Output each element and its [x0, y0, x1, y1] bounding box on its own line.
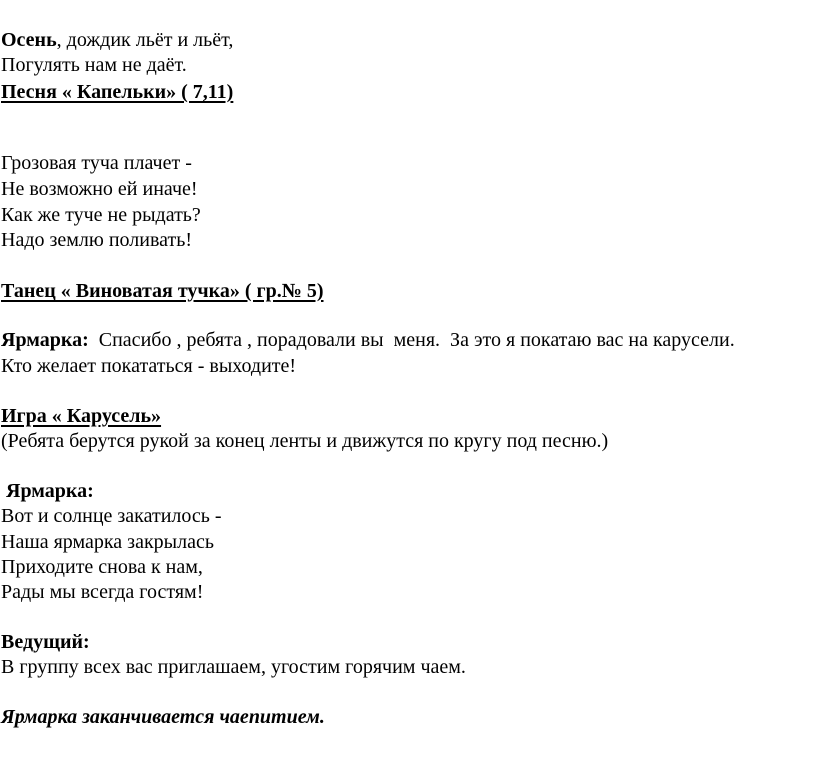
song-heading: Песня « Капельки» ( 7,11): [1, 81, 234, 103]
ending-note: Ярмарка заканчивается чаепитием.: [1, 706, 325, 728]
verse2-line1: Грозовая туча плачет -: [1, 152, 192, 174]
verse2-line4: Надо землю поливать!: [1, 229, 193, 251]
game-heading: Игра « Карусель»: [1, 405, 162, 427]
speaker-fair: Ярмарка:: [1, 329, 89, 351]
host-speech-text: В группу всех вас приглашаем, угостим горячим чаем.: [1, 656, 466, 678]
speaker-host: Ведущий:: [1, 631, 90, 653]
dance-heading: Танец « Виноватая тучка» ( гр.№ 5): [1, 280, 324, 302]
fair-speech2-line1: Вот и солнце закатилось -: [1, 505, 222, 527]
fair-speech2-line3: Приходите снова к нам,: [1, 556, 203, 578]
game-note: (Ребята берутся рукой за конец ленты и движутся по кругу под песню.): [1, 430, 609, 452]
verse1-line1: [1, 27, 233, 53]
fair-speech2-line2: Наша ярмарка закрылась: [1, 531, 214, 553]
fair-speech2-line4: Рады мы всегда гостям!: [1, 581, 204, 603]
fair-speech1-line2: Кто желает покататься - выходите!: [1, 355, 297, 377]
verse2-line3: Как же туче не рыдать?: [1, 204, 201, 226]
verse1-line1-text: , дождик льёт и льёт,: [56, 29, 234, 51]
verse2-line2: Не возможно ей иначе!: [1, 178, 198, 200]
fair-speech1-text: Спасибо , ребята , порадовали вы меня. За это я покатаю вас на карусели.: [88, 329, 735, 351]
speaker-autumn: Осень: [1, 29, 57, 51]
verse1-line2: Погулять нам не даёт.: [1, 54, 187, 76]
fair-speech1-line1: [1, 327, 735, 353]
speaker-fair-2: Ярмарка:: [1, 480, 94, 502]
